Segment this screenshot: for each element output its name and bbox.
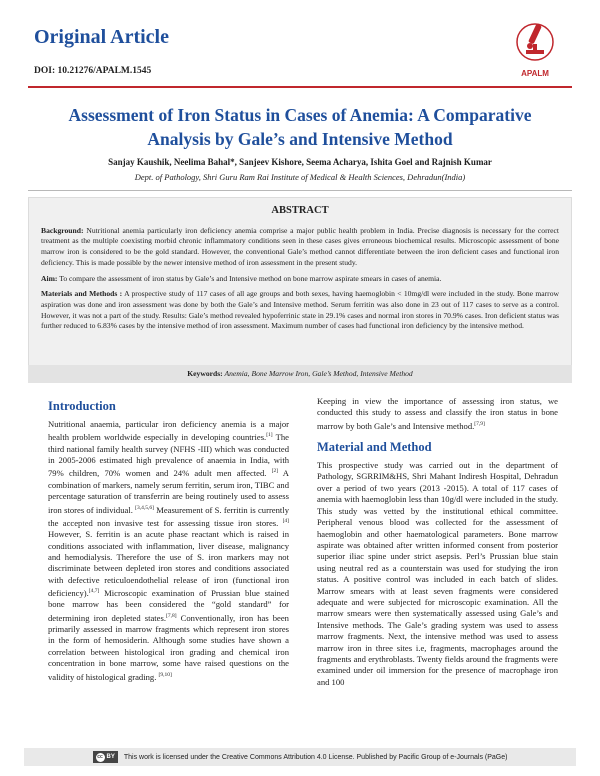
- doi[interactable]: DOI: 10.21276/APALM.1545: [34, 66, 152, 76]
- abstract-heading: ABSTRACT: [271, 205, 329, 216]
- apalm-logo: [504, 20, 566, 78]
- article-type: Original Article: [34, 26, 169, 48]
- abstract-background: Background: Nutritional anemia particularly iron deficiency anemia comprise a major public health problem in India. Precise diagnosis is necessary for the correct treatment as the multiple coexisting morbid chronic inflammatory conditions seen in these cases gives erroneous biochemical results. Microscopic assessment of bone marrow iron is considered to be the gold standard. However, the conventional Gale’s method cannot differentiate between the iron deficient cases and functional iron deficiency. This is made possible by the newer intensive method of iron assessment in the present study.: [41, 225, 559, 267]
- affiliation: Dept. of Pathology, Shri Guru Ram Rai Institute of Medical & Health Sciences, Dehradun(India): [134, 172, 466, 182]
- abstract-box: [28, 197, 572, 383]
- keywords-bar: Keywords: Anemia, Bone Marrow Iron, Gale’s Method, Intensive Method: [28, 365, 572, 383]
- methods-text: This prospective study was carried out in the department of Pathology, SGRRIM&HS, Shri Mahant Indiresh Hospital, Dehradun over a period of two years (2013 -2015). A total of 117 cases of anemia with haemoglobin less than 10g/dl were included in the study. This study was vetted by the institutional ethical committee. Peripheral venous blood was collected for the assessment of haemoglobin and other haematological parameters. Bone marrow aspirate was obtained after written informed consent from posterior superior iliac spine under strict asepsis. Perl’s Prussian blue stain using neutral red as a counterstain was used for studying the iron status. A positive control was included in each batch of slides. Marrow smears with at least seven fragments were considered adequate and were subjected for microscopic examination. All the marrow smears were then systematically assessed using Gale’s and Intensive methods. The Gale’s grading system was used to assess marrow fragments. Next, the intensive method was used to assess marrow iron in three sites i.e, fragments, macrophages around the fragments and erythroblasts. Twenty fields around the fragments were examined under oil immersion for the presence of macrophage iron and 100: [317, 460, 558, 687]
- methods-heading: Material and Method: [317, 440, 432, 455]
- microscope-icon: [504, 20, 566, 66]
- introduction-heading: Introduction: [48, 399, 116, 413]
- intro-continuation: Keeping in view the importance of assessing iron status, we conducted this study to assess and classify the iron status in bone marrow by both Gale’s and Intensive method.[7,9]: [317, 396, 558, 431]
- author-list: Sanjay Kaushik, Neelima Bahal*, Sanjeev Kishore, Seema Acharya, Ishita Goel and Rajnish Kumar: [108, 157, 492, 167]
- title-divider: [28, 190, 572, 191]
- abstract-aim: Aim: To compare the assessment of iron status by Gale’s and Intensive method on bone marrow aspirate smears in cases of anemia.: [41, 273, 442, 283]
- abstract-methods: Materials and Methods : A prospective study of 117 cases of all age groups and both sexes, having haemoglobin < 10mg/dl were included in the study. Bone marrow aspiration was done and iron assessment was done by both the Gale’s and Intensive method. Serum ferritin was also done in 23 out of 117 cases to serve as a control. However, it was not a part of the study. Results: Gale’s method revealed hypoferrinic state in 29.1% cases and normal iron stores in 70.9% cases. Iron deficient status was further reduced to 6.83% cases by the intensive method of iron assessment. Maximum number of cases had functional iron deficiency by the intensive method.: [41, 289, 559, 331]
- header-divider: [28, 86, 572, 88]
- introduction-text: Nutritional anaemia, particular iron deficiency anemia is a major health problem worldwide especially in developing countries.[1] The third national family health survey (NFHS -III) which was conducted in 2005-2006 estimated high prevalence of anaemia in India, with 79% children, 70% women and 24% adult men affected. [2] A combination of markers, namely serum ferritin, serum iron, TIBC and percentage saturation of transferrin are being routinely used to assess iron stores of individual. [3,4,5,6] Measurement of S. ferritin is currently the accepted non invasive test for assessing tissue iron stores. [4] However, S. ferritin is an acute phase reactant which is raised in conditions associated with inflammation, liver disease, malignancy and hemodialysis. Therefore the use of S. iron markers may not discriminate between depleted iron stores and conditions associated with defective reticuloendothelial release of iron (functional iron deficiency).[4,7] Microscopic examination of Prussian blue stained bone marrow has been considered the “gold standard” for determining iron depleted states.[7,8] Conventionally, iron has been primarily assessed in marrow fragments which represent iron stores in the form of hemosiderin. Although some studies have shown a correlation between histological iron grading and chemical iron concentration in bone marrow, some have raised questions on the validity of histological grading. [9,10]: [48, 419, 289, 682]
- logo-text: APALM: [521, 69, 549, 78]
- introduction-column: [48, 399, 289, 683]
- cc-license-icon[interactable]: cc BY: [93, 751, 118, 763]
- license-text: This work is licensed under the Creative Commons Attribution 4.0 License. Published by Pacific Group of e-Journals (PaGe): [123, 753, 508, 761]
- right-column: [317, 396, 558, 688]
- article-title: Assessment of Iron Status in Cases of Anemia: A Comparative Analysis by Gale’s and Intensive Method: [68, 105, 532, 149]
- license-footer: [24, 748, 576, 766]
